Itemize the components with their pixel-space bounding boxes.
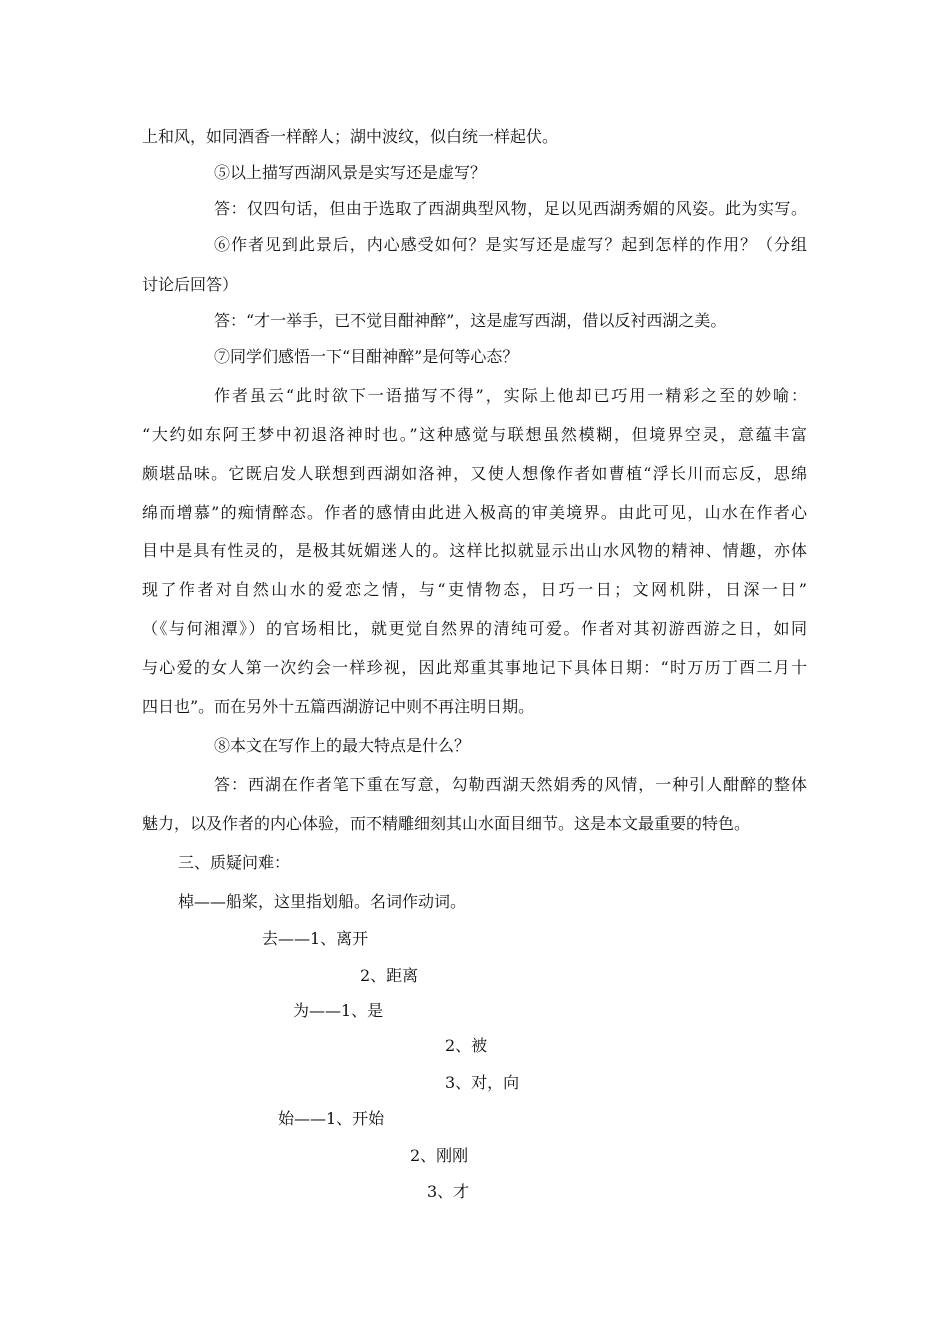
paragraph-line: 与心爱的女人第一次约会一样珍视，因此郑重其事地记下具体日期：“时万历丁酉二月十 (142, 658, 807, 677)
paragraph-line: 现了作者对自然山水的爱恋之情，与“吏情物态，日巧一日；文网机阱，日深一日” (142, 580, 807, 599)
answer-5: 答：仅四句话，但由于选取了西湖典型风物，足以见西湖秀媚的风姿。此为实写。 (214, 199, 807, 218)
question-7: ⑦同学们感悟一下“目酣神醉”是何等心态？ (214, 347, 519, 366)
answer-8-cont: 魅力，以及作者的内心体验，而不精雕细刻其山水面目细节。这是本文最重要的特色。 (142, 814, 751, 833)
answer-8: 答：西湖在作者笔下重在写意，勾勒西湖天然娟秀的风情，一种引人酣醉的整体 (214, 775, 807, 794)
vocab-sense: 3、才 (427, 1182, 470, 1201)
vocab-entry: 去——1、离开 (262, 929, 369, 948)
vocab-sense: 2、被 (445, 1036, 488, 1055)
vocab-sense: 2、距离 (360, 966, 419, 985)
vocab-entry: 始——1、开始 (278, 1109, 385, 1128)
question-6: ⑥作者见到此景后，内心感受如何？是实写还是虚写？起到怎样的作用？（分组 (214, 235, 807, 254)
paragraph-line: （《与何湘潭》）的官场相比，就更觉自然界的清纯可爱。作者对其初游西游之日，如同 (142, 619, 807, 638)
paragraph-line: “大约如东阿王梦中初退洛神时也。”这种感觉与联想虽然模糊，但境界空灵，意蕴丰富 (142, 425, 807, 444)
vocab-line: 棹——船桨，这里指划船。名词作动词。 (178, 892, 467, 911)
paragraph-line: 颇堪品味。它既启发人联想到西湖如洛神，又使人想像作者如曹植“浮长川而忘反，思绵 (142, 464, 807, 483)
question-8: ⑧本文在写作上的最大特点是什么？ (214, 736, 471, 755)
text-line: 上和风，如同酒香一样醉人；湖中波纹，似白统一样起伏。 (142, 127, 559, 146)
section-heading: 三、质疑问难： (178, 853, 291, 872)
text-line: 讨论后回答） (142, 275, 239, 294)
paragraph-line: 四日也”。而在另外十五篇西湖游记中则不再注明日期。 (142, 697, 535, 716)
vocab-sense: 2、刚刚 (410, 1146, 469, 1165)
question-5: ⑤以上描写西湖风景是实写还是虚写？ (214, 163, 487, 182)
paragraph-line: 目中是具有性灵的，是极其妩媚迷人的。这样比拟就显示出山水风物的精神、情趣，亦体 (142, 541, 807, 560)
vocab-entry: 为——1、是 (293, 1001, 384, 1020)
paragraph-line: 作者虽云“此时欲下一语描写不得”，实际上他却已巧用一精彩之至的妙喻： (214, 386, 807, 405)
paragraph-line: 绵而增慕”的痴情醉态。作者的感情由此进入极高的审美境界。由此可见，山水在作者心 (142, 503, 807, 522)
vocab-sense: 3、对，向 (445, 1073, 520, 1092)
answer-6: 答：“才一举手，已不觉目酣神醉”，这是虚写西湖，借以反衬西湖之美。 (214, 311, 727, 330)
